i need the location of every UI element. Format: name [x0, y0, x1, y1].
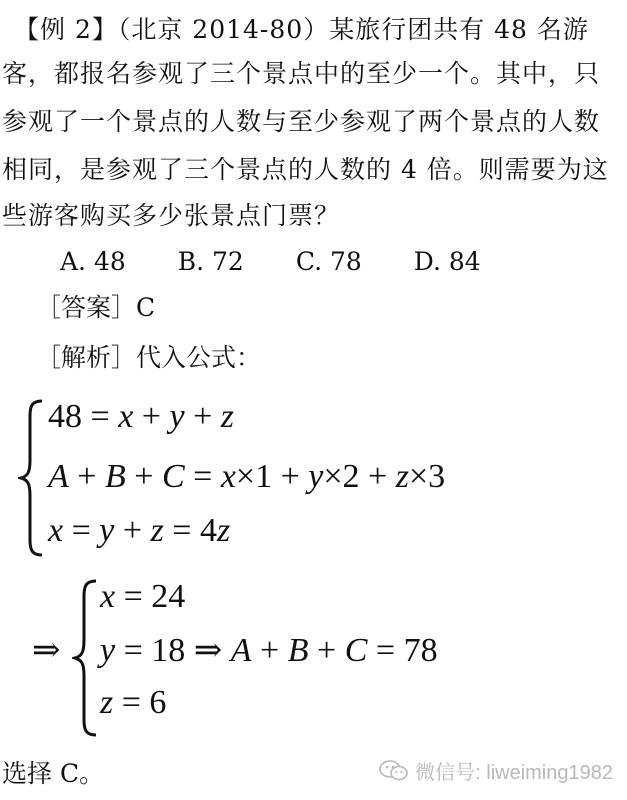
source-label: （北京 2014-80） — [117, 15, 330, 44]
conclusion-line: 选择 C。 — [2, 759, 105, 788]
analysis-line: ［解析］代入公式： — [36, 343, 262, 372]
solution-z: z = 6 — [100, 684, 167, 721]
problem-line-4: 相同，是参观了三个景点的人数的 4 倍。则需要为这 — [2, 155, 609, 184]
option-a: A. 48 — [60, 247, 126, 276]
problem-line-1 — [2, 8, 624, 52]
wechat-icon — [379, 759, 409, 783]
equation-1: 48 = x + y + z — [48, 398, 234, 435]
option-c: C. 78 — [295, 247, 362, 276]
problem-line-2: 客，都报名参观了三个景点中的至少一个。其中，只 — [2, 59, 601, 88]
watermark — [379, 756, 613, 785]
answer-options — [60, 240, 533, 284]
problem-line-3: 参观了一个景点的人数与至少参观了两个景点的人数 — [2, 107, 601, 136]
option-d: D. 84 — [413, 247, 481, 276]
problem-line-1-text: 某旅行团共有 48 名游 — [329, 15, 589, 44]
equation-2: A + B + C = x×1 + y×2 + z×3 — [48, 458, 446, 495]
example-label: 【例 2】 — [14, 15, 118, 44]
problem-line-5: 些游客购买多少张景点门票？ — [2, 201, 341, 230]
equation-3: x = y + z = 4z — [48, 512, 231, 549]
left-brace-system-1 — [18, 398, 46, 558]
watermark-text: 微信号: liweiming1982 — [415, 762, 613, 784]
solution-y-result: y = 18 ⇒ A + B + C = 78 — [100, 632, 438, 669]
left-brace-system-2 — [72, 578, 100, 738]
option-b: B. 72 — [177, 247, 244, 276]
solution-x: x = 24 — [100, 578, 186, 615]
answer-line: ［答案］C — [36, 293, 156, 322]
implies-arrow: ⇒ — [32, 632, 61, 669]
